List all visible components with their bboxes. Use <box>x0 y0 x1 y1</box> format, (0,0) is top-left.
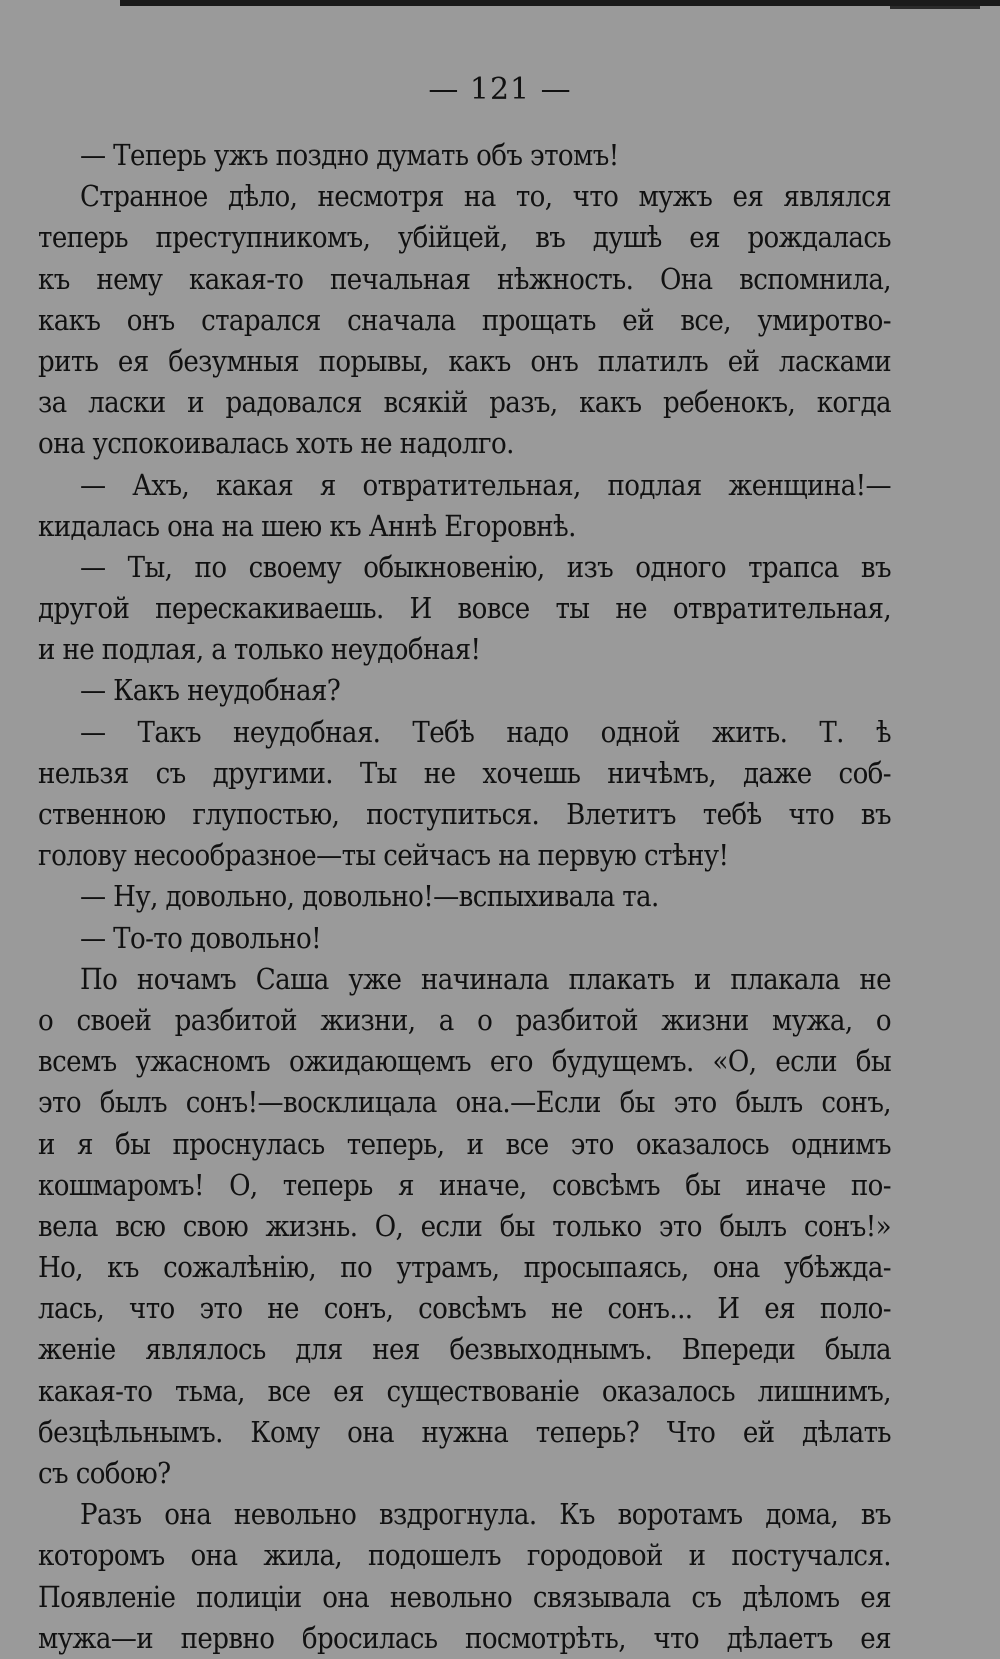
text-line: и я бы проснулась теперь, и все это оказалось однимъ <box>38 1126 891 1161</box>
text-line: — Какъ неудобная? <box>80 673 341 708</box>
text-line: теперь преступникомъ, убійцей, въ душѣ ея рождалась <box>38 220 891 255</box>
text-line: безцѣльнымъ. Кому она нужна теперь? Что ей дѣлать <box>38 1414 891 1449</box>
text-line: лась, что это не сонъ, совсѣмъ не сонъ... И ея поло- <box>38 1291 891 1326</box>
text-line: это былъ сонъ!—восклицала она.—Если бы это былъ сонъ, <box>38 1085 891 1120</box>
text-line: всемъ ужасномъ ожидающемъ его будущемъ. «О, если бы <box>38 1044 891 1079</box>
text-line: къ нему какая-то печальная нѣжность. Она вспомнила, <box>38 261 891 296</box>
text-line: — Ты, по своему обыкновенію, изъ одного трапса въ <box>80 549 891 584</box>
text-line: кидалась она на шею къ Аннѣ Егоровнѣ. <box>38 508 576 543</box>
text-line: — Такъ неудобная. Тебѣ надо одной жить. Т. ѣ <box>80 714 891 749</box>
text-line: женіе являлось для нея безвыходнымъ. Впереди была <box>38 1332 891 1367</box>
text-line: о своей разбитой жизни, а о разбитой жизни мужа, о <box>38 1002 891 1037</box>
text-line: Разъ она невольно вздрогнула. Къ воротамъ дома, въ <box>80 1497 891 1532</box>
text-line: Но, къ сожалѣнію, по утрамъ, просыпаясь, она убѣжда- <box>38 1250 891 1285</box>
text-line: которомъ она жила, подошелъ городовой и постучался. <box>38 1538 891 1573</box>
top-rule <box>120 0 1000 6</box>
text-line: вела всю свою жизнь. О, если бы только это былъ сонъ!» <box>38 1208 891 1243</box>
page-number: — 121 — <box>428 72 572 107</box>
text-line: какъ онъ старался сначала прощать ей все, умиротво- <box>38 302 891 337</box>
text-line: голову несообразное—ты сейчасъ на первую стѣну! <box>38 838 729 873</box>
text-line: рить ея безумныя порывы, какъ онъ платилъ ей ласками <box>38 343 891 378</box>
text-line: она успокоивалась хоть не надолго. <box>38 426 514 461</box>
text-line: за ласки и радовался всякій разъ, какъ ребенокъ, когда <box>38 385 891 420</box>
text-line: ственною глупостью, поступиться. Влетитъ тебѣ что въ <box>38 797 891 831</box>
text-line: — То-то довольно! <box>80 920 322 955</box>
text-line: съ собою? <box>38 1456 171 1490</box>
text-line: кошмаромъ! О, теперь я иначе, совсѣмъ бы иначе по- <box>38 1167 891 1202</box>
text-line: — Теперь ужъ поздно думать объ этомъ! <box>80 138 619 172</box>
text-line: Появленіе полиціи она невольно связывала съ дѣломъ ея <box>38 1579 891 1614</box>
text-line: По ночамъ Саша уже начинала плакать и плакала не <box>80 961 891 996</box>
text-line: какая-то тьма, все ея существованіе оказалось лишнимъ, <box>38 1373 891 1408</box>
text-line: — Ну, довольно, довольно!—вспыхивала та. <box>80 879 659 914</box>
text-line: мужа—и первно бросилась посмотрѣть, что дѣлаетъ ея <box>38 1620 891 1655</box>
page-text <box>38 135 891 1659</box>
text-line: нельзя съ другими. Ты не хочешь ничѣмъ, даже соб- <box>38 755 891 790</box>
top-rule-speck <box>890 6 980 9</box>
text-line: и не подлая, а только неудобная! <box>38 632 481 667</box>
text-line: другой перескакиваешь. И вовсе ты не отвратительная, <box>38 591 891 626</box>
text-line: Странное дѣло, несмотря на то, что мужъ ея являлся <box>80 179 891 214</box>
text-line: — Ахъ, какая я отвратительная, подлая женщина!— <box>80 467 891 502</box>
